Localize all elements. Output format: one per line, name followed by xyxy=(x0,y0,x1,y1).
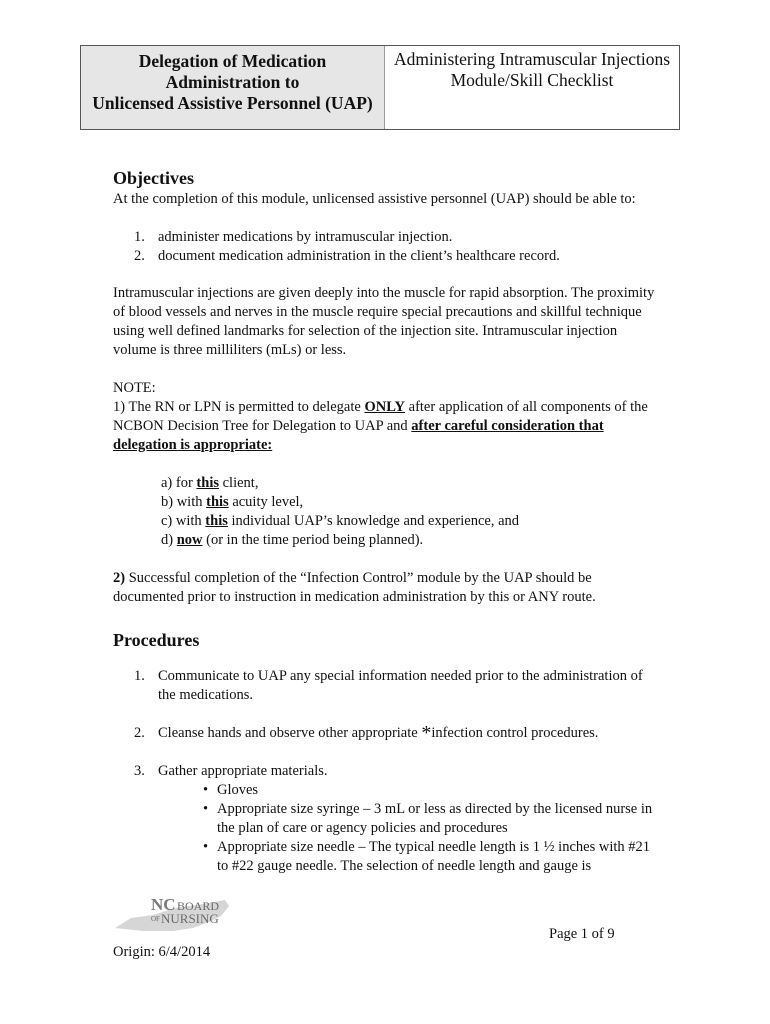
note-item-1 xyxy=(113,398,658,455)
procedures-heading: Procedures xyxy=(113,630,200,650)
document-header xyxy=(80,45,680,130)
procedures-list xyxy=(113,667,658,781)
note-label: NOTE: xyxy=(113,380,156,396)
list-text: document medication administration in the client’s healthcare record. xyxy=(158,248,560,264)
list-item xyxy=(113,247,658,266)
note-emphasis: after careful consideration that delegation is appropriate: xyxy=(113,418,604,453)
note-item-2 xyxy=(113,569,658,607)
header-module-title xyxy=(81,46,385,129)
header-right-line-2: Module/Skill Checklist xyxy=(450,70,614,90)
note-number: 1) xyxy=(113,399,126,415)
list-text: Communicate to UAP any special information needed prior to the administration of the medications. xyxy=(158,668,643,703)
list-item xyxy=(113,762,658,781)
header-left-line-3: Unlicensed Assistive Personnel (UAP) xyxy=(92,93,373,113)
list-item: • Gloves xyxy=(203,781,658,800)
list-number: 2. xyxy=(134,248,145,264)
logo-nursing-text: NURSING xyxy=(161,911,219,926)
list-number: 1. xyxy=(134,229,145,245)
criteria-item: b) with this acuity level, xyxy=(161,494,304,510)
note-only-emphasis: ONLY xyxy=(364,399,406,415)
header-right-line-1: Administering Intramuscular Injections xyxy=(393,49,671,69)
im-description-paragraph: Intramuscular injections are given deeply into the muscle for rapid absorption. The proximity of blood vessels and nerves in the muscle require special precautions and skillful technique using well defined landmarks for selection of the injection site. Intramuscular injection volume is three milliliters (mLs) or less. xyxy=(113,285,655,358)
logo-of-text: OF xyxy=(151,915,160,923)
objectives-intro: At the completion of this module, unlicensed assistive personnel (UAP) should be able to: xyxy=(113,191,636,207)
list-item: • Appropriate size syringe – 3 mL or less as directed by the licensed nurse in the plan of care or agency policies and procedures xyxy=(203,800,658,838)
note-text: after application of all components of the NCBON Decision Tree for Delegation to UAP and xyxy=(113,399,648,434)
header-left-line-2: Administration to xyxy=(165,72,300,92)
list-text: infection control procedures. xyxy=(431,725,599,741)
criteria-item: d) now (or in the time period being planned). xyxy=(161,532,424,548)
header-skill-title xyxy=(385,46,679,132)
list-item: • Appropriate size needle – The typical needle length is 1 ½ inches with #21 to #22 gauge needle. The selection of needle length and gauge is xyxy=(203,838,658,876)
list-text: Cleanse hands and observe other appropriate xyxy=(158,725,418,741)
list-number: 3. xyxy=(134,763,145,779)
logo-nc-text: NC xyxy=(151,895,176,914)
origin-date: Origin: 6/4/2014 xyxy=(113,944,211,960)
objectives-list xyxy=(113,228,658,266)
list-item xyxy=(113,724,658,743)
document-body xyxy=(113,166,658,876)
header-left-line-1: Delegation of Medication xyxy=(138,51,327,71)
list-item xyxy=(113,228,658,247)
page-number: Page 1 of 9 xyxy=(549,926,615,942)
criteria-item: c) with this individual UAP’s knowledge and experience, and xyxy=(161,513,520,529)
objectives-heading: Objectives xyxy=(113,168,194,188)
delegation-criteria xyxy=(113,474,658,550)
note-text: The RN or LPN is permitted to delegate xyxy=(128,399,361,415)
note-text: Successful completion of the “Infection Control” module by the UAP should be documented prior to instruction in medication administration by this or ANY route. xyxy=(113,570,596,605)
list-item xyxy=(113,667,658,705)
list-number: 2. xyxy=(134,725,145,741)
logo-board-text: BOARD xyxy=(177,899,220,913)
note-number: 2) xyxy=(113,570,126,586)
nc-board-of-nursing-logo xyxy=(113,888,233,933)
list-text: administer medications by intramuscular injection. xyxy=(158,229,453,245)
list-number: 1. xyxy=(134,668,145,684)
asterisk-marker: * xyxy=(421,722,432,744)
list-text: Gather appropriate materials. xyxy=(158,763,328,779)
materials-list xyxy=(113,781,658,876)
criteria-item: a) for this client, xyxy=(161,475,259,491)
